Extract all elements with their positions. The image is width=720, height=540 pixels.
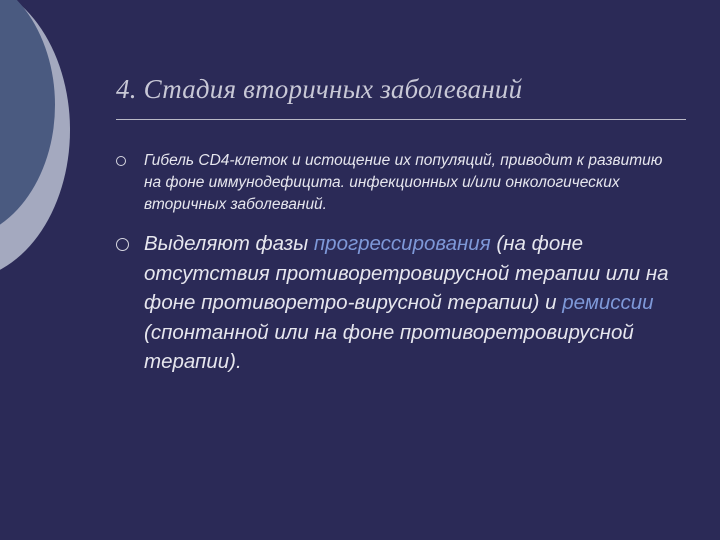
circle-bullet-icon: [116, 238, 129, 251]
bullet-text: Выделяют фазы: [144, 232, 314, 255]
title-underline: [116, 119, 686, 120]
bullet-text: (на фоне отсутствия противоретровирусной терапии или на фоне противоретро-вирусной терапии) и: [144, 232, 669, 314]
bullet-item: [116, 229, 676, 377]
bullet-item: [116, 150, 676, 216]
bullet-list: [116, 150, 676, 377]
highlight-term-remission: ремиссии: [562, 291, 654, 314]
bullet-text: Гибель CD4-клеток и истощение их популяций, приводит к развитию на фоне иммунодефицита. инфекционных и/или онкологических вторичных заболеваний.: [144, 152, 663, 213]
bullet-text: (спонтанной или на фоне противоретровирусной терапии).: [144, 320, 634, 373]
slide-title: 4. Стадия вторичных заболеваний: [116, 74, 523, 104]
highlight-term-progression: прогрессирования: [313, 232, 491, 255]
circle-bullet-icon: [116, 156, 126, 166]
